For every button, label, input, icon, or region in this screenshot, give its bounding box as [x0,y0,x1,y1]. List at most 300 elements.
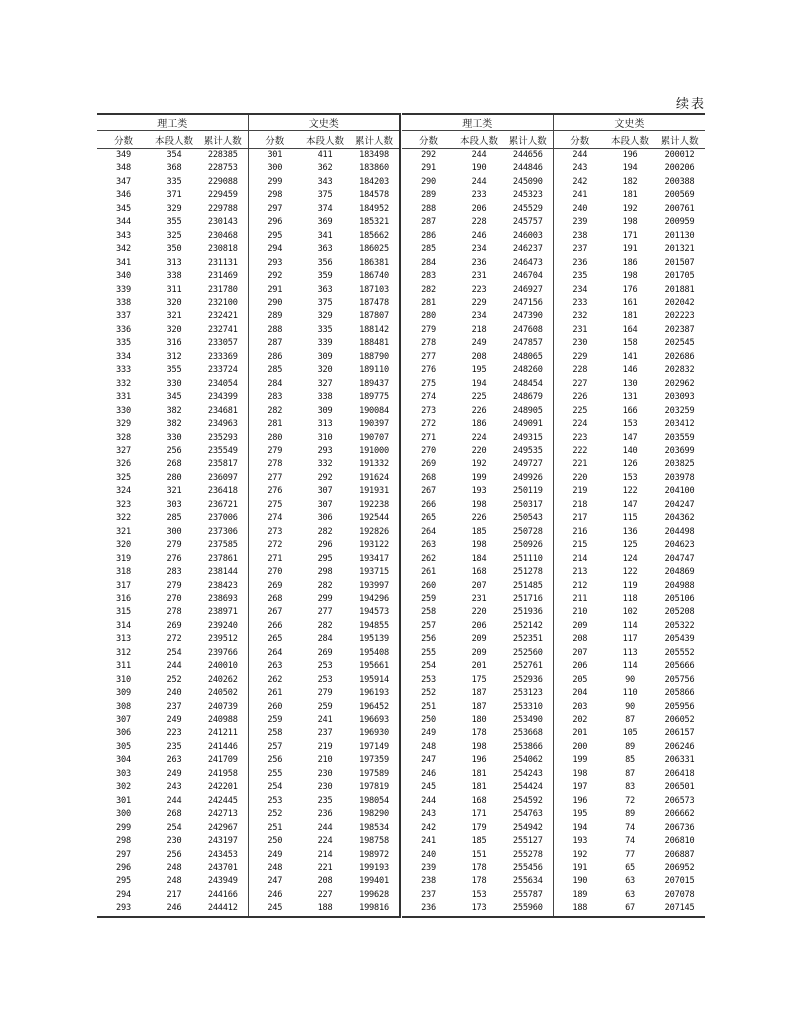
humanities-segment-count-cell: 335 [317,324,333,335]
science-segment-count-cell: 206 [471,203,487,214]
table-row [97,862,400,875]
science-cumulative-count-cell: 250926 [503,539,553,552]
science-cumulative-count-cell: 239766 [198,647,248,660]
humanities-cumulative-count-cell: 196193 [359,688,389,699]
table-row [402,822,705,835]
humanities-score-cell: 262 [267,674,283,685]
humanities-segment-count-cell: 259 [317,701,333,712]
humanities-cumulative-count-cell: 206157 [664,728,695,739]
science-score-cell: 243 [421,809,436,820]
science-score-cell: 323 [116,499,131,510]
table-row [97,337,400,350]
science-score-cell: 278 [421,338,436,349]
humanities-cumulative-count-cell: 190707 [359,432,389,443]
science-segment-count-cell: 231 [471,271,487,282]
science-cumulative-count-cell: 254062 [503,754,553,767]
humanities-score-cell: 201 [572,728,588,739]
humanities-segment-count-cell: 310 [317,432,333,443]
science-segment-count-cell: 234 [471,244,487,255]
table-row [97,593,400,606]
humanities-cumulative-count-cell: 200206 [664,163,695,174]
science-segment-count-cell: 355 [166,365,182,376]
humanities-score-cell: 258 [267,728,283,739]
table-row [97,324,400,337]
humanities-score-cell: 265 [267,634,283,645]
science-cumulative-count-cell: 248679 [503,391,553,404]
science-segment-count-cell: 279 [166,540,182,551]
humanities-score-cell: 228 [572,365,588,376]
table-row [97,633,400,646]
science-cumulative-count-cell: 250317 [503,499,553,512]
science-score-cell: 308 [116,701,131,712]
science-cumulative-count-cell: 254424 [503,781,553,794]
humanities-cumulative-count-cell: 204100 [664,486,695,497]
science-segment-count-cell: 270 [166,593,182,604]
humanities-segment-count-cell: 67 [625,903,636,914]
science-score-cell: 273 [421,405,436,416]
science-segment-count-cell: 338 [166,271,182,282]
science-score-cell: 255 [421,647,436,658]
science-cumulative-count-cell: 246473 [503,257,553,270]
humanities-cumulative-count-cell: 193417 [359,553,389,564]
science-cumulative-count-cell: 228753 [198,162,248,175]
table-row [402,391,705,404]
humanities-cumulative-count-cell: 199401 [359,876,389,887]
humanities-score-cell: 237 [572,244,588,255]
humanities-segment-count-cell: 65 [625,863,636,874]
table-row [402,620,705,633]
science-score-cell: 283 [421,271,436,282]
science-score-cell: 267 [421,486,436,497]
table-row [402,580,705,593]
science-segment-count-cell: 181 [471,768,487,779]
humanities-cumulative-count-cell: 200761 [664,203,695,214]
science-cumulative-count-cell: 238423 [198,580,248,593]
humanities-score-cell: 199 [572,755,588,766]
table-row [97,795,400,808]
science-cumulative-count-cell: 243701 [198,862,248,875]
science-segment-count-cell: 330 [166,378,182,389]
humanities-score-cell: 247 [267,876,283,887]
humanities-cumulative-count-cell: 184578 [359,190,389,201]
humanities-score-cell: 248 [267,863,283,874]
humanities-score-cell: 268 [267,593,283,604]
table-row [402,297,705,310]
humanities-segment-count-cell: 171 [622,230,638,241]
table-row [97,485,400,498]
humanities-score-cell: 290 [267,297,283,308]
humanities-cumulative-count-cell: 206573 [664,795,695,806]
humanities-score-cell: 282 [267,405,283,416]
table-body [402,149,705,917]
humanities-cumulative-count-cell: 203559 [664,432,695,443]
science-cumulative-count-cell: 232421 [198,310,248,323]
science-cumulative-count-cell: 245529 [503,203,553,216]
science-score-cell: 238 [421,876,436,887]
humanities-cumulative-count-cell: 206810 [664,836,695,847]
table-row [402,539,705,552]
humanities-segment-count-cell: 307 [317,499,333,510]
category-humanities: 文史类 [248,114,400,131]
humanities-score-cell: 205 [572,674,588,685]
science-segment-count-cell: 186 [471,419,487,430]
table-row [402,230,705,243]
science-score-cell: 249 [421,728,436,739]
science-cumulative-count-cell: 249091 [503,418,553,431]
science-segment-count-cell: 153 [471,889,487,900]
humanities-score-cell: 257 [267,741,283,752]
science-score-cell: 311 [116,661,131,672]
science-segment-count-cell: 280 [166,472,182,483]
humanities-segment-count-cell: 119 [622,580,638,591]
science-score-cell: 262 [421,553,436,564]
science-segment-count-cell: 268 [166,459,182,470]
science-score-cell: 318 [116,567,131,578]
humanities-score-cell: 275 [267,499,283,510]
humanities-cumulative-count-cell: 199816 [359,903,389,914]
humanities-cumulative-count-cell: 204498 [664,526,695,537]
science-segment-count-cell: 193 [471,486,487,497]
humanities-cumulative-count-cell: 201321 [664,244,695,255]
humanities-segment-count-cell: 241 [317,715,333,726]
humanities-cumulative-count-cell: 205956 [664,701,695,712]
table-row [97,512,400,525]
humanities-score-cell: 239 [572,217,588,228]
table-row [402,485,705,498]
table-row [402,647,705,660]
humanities-segment-count-cell: 306 [317,513,333,524]
science-segment-count-cell: 311 [166,284,182,295]
table-row [402,203,705,216]
science-score-cell: 282 [421,284,436,295]
humanities-segment-count-cell: 124 [622,553,638,564]
humanities-cumulative-count-cell: 195408 [359,647,389,658]
humanities-segment-count-cell: 224 [317,836,333,847]
science-segment-count-cell: 233 [471,190,487,201]
science-score-cell: 319 [116,553,131,564]
humanities-cumulative-count-cell: 204747 [664,553,695,564]
humanities-score-cell: 249 [267,849,283,860]
science-score-cell: 289 [421,190,436,201]
science-cumulative-count-cell: 241446 [198,741,248,754]
science-cumulative-count-cell: 248260 [503,364,553,377]
science-cumulative-count-cell: 250728 [503,526,553,539]
science-cumulative-count-cell: 253668 [503,727,553,740]
humanities-score-cell: 299 [267,176,283,187]
table-row [402,310,705,323]
science-segment-count-cell: 223 [166,728,182,739]
science-score-cell: 245 [421,782,436,793]
science-segment-count-cell: 195 [471,365,487,376]
humanities-segment-count-cell: 146 [622,365,638,376]
humanities-cumulative-count-cell: 206246 [664,741,695,752]
humanities-segment-count-cell: 369 [317,217,333,228]
humanities-score-cell: 203 [572,701,588,712]
humanities-segment-count-cell: 74 [625,822,636,833]
humanities-segment-count-cell: 110 [622,688,638,699]
science-segment-count-cell: 249 [166,768,182,779]
humanities-cumulative-count-cell: 188481 [359,338,389,349]
science-cumulative-count-cell: 254942 [503,822,553,835]
science-cumulative-count-cell: 253123 [503,687,553,700]
science-cumulative-count-cell: 255634 [503,875,553,888]
humanities-score-cell: 281 [267,419,283,430]
humanities-cumulative-count-cell: 205866 [664,688,695,699]
table-row [402,660,705,673]
humanities-score-cell: 243 [572,163,588,174]
humanities-score-cell: 278 [267,459,283,470]
humanities-segment-count-cell: 89 [625,741,636,752]
humanities-segment-count-cell: 244 [317,822,333,833]
science-cumulative-count-cell: 235817 [198,458,248,471]
science-segment-count-cell: 335 [166,176,182,187]
category-header-row [402,114,705,131]
science-segment-count-cell: 201 [471,661,487,672]
humanities-segment-count-cell: 153 [622,419,638,430]
science-segment-count-cell: 320 [166,297,182,308]
humanities-score-cell: 211 [572,593,588,604]
science-segment-count-cell: 207 [471,580,487,591]
science-segment-count-cell: 355 [166,217,182,228]
humanities-segment-count-cell: 309 [317,351,333,362]
humanities-score-cell: 215 [572,540,588,551]
humanities-cumulative-count-cell: 198972 [359,849,389,860]
science-score-cell: 272 [421,419,436,430]
science-segment-count-cell: 321 [166,486,182,497]
humanities-cumulative-count-cell: 201507 [664,257,695,268]
table-row [97,499,400,512]
science-cumulative-count-cell: 238693 [198,593,248,606]
science-segment-count-cell: 209 [471,647,487,658]
science-segment-count-cell: 246 [471,230,487,241]
science-cumulative-count-cell: 241709 [198,754,248,767]
table-row [402,512,705,525]
humanities-cumulative-count-cell: 206662 [664,809,695,820]
column-header-row [97,131,400,149]
science-segment-count-cell: 224 [471,432,487,443]
humanities-score-cell: 276 [267,486,283,497]
science-segment-count-cell: 198 [471,741,487,752]
table-row [97,445,400,458]
science-segment-count-cell: 178 [471,728,487,739]
table-row [402,176,705,189]
table-row [97,835,400,848]
humanities-score-cell: 251 [267,822,283,833]
humanities-score-cell: 232 [572,311,588,322]
humanities-score-cell: 230 [572,338,588,349]
science-score-cell: 313 [116,634,131,645]
humanities-segment-count-cell: 295 [317,553,333,564]
category-header-row [97,114,400,131]
science-cumulative-count-cell: 249727 [503,458,553,471]
table-row [402,902,705,916]
science-segment-count-cell: 199 [471,472,487,483]
humanities-cumulative-count-cell: 206501 [664,782,695,793]
humanities-segment-count-cell: 375 [317,190,333,201]
humanities-score-cell: 236 [572,257,588,268]
humanities-segment-count-cell: 277 [317,607,333,618]
humanities-segment-count-cell: 90 [625,701,636,712]
humanities-score-cell: 295 [267,230,283,241]
header-cumulative-count: 累计人数 [198,131,248,149]
science-score-cell: 330 [116,405,131,416]
table-row [97,714,400,727]
humanities-segment-count-cell: 87 [625,715,636,726]
header-segment-count: 本段人数 [606,131,654,149]
humanities-score-cell: 263 [267,661,283,672]
table-row [402,741,705,754]
humanities-score-cell: 198 [572,768,588,779]
table-row [97,378,400,391]
humanities-cumulative-count-cell: 205106 [664,593,695,604]
humanities-cumulative-count-cell: 205439 [664,634,695,645]
humanities-score-cell: 195 [572,809,588,820]
humanities-segment-count-cell: 307 [317,486,333,497]
science-segment-count-cell: 248 [166,876,182,887]
science-score-cell: 329 [116,419,131,430]
science-score-cell: 293 [116,903,131,914]
table-row [97,189,400,202]
category-science: 理工类 [402,114,553,131]
science-cumulative-count-cell: 242201 [198,781,248,794]
humanities-cumulative-count-cell: 191624 [359,472,389,483]
science-score-cell: 325 [116,472,131,483]
science-score-cell: 253 [421,674,436,685]
science-segment-count-cell: 231 [471,593,487,604]
humanities-cumulative-count-cell: 191931 [359,486,389,497]
humanities-cumulative-count-cell: 205552 [664,647,695,658]
humanities-score-cell: 240 [572,203,588,214]
humanities-score-cell: 287 [267,338,283,349]
science-score-cell: 345 [116,203,131,214]
humanities-segment-count-cell: 292 [317,472,333,483]
table-row [402,270,705,283]
science-segment-count-cell: 243 [166,782,182,793]
science-score-cell: 312 [116,647,131,658]
table-row [402,445,705,458]
science-score-cell: 288 [421,203,436,214]
science-score-cell: 265 [421,513,436,524]
table-row [97,606,400,619]
humanities-segment-count-cell: 253 [317,674,333,685]
science-score-cell: 309 [116,688,131,699]
humanities-cumulative-count-cell: 199193 [359,863,389,874]
science-score-cell: 263 [421,540,436,551]
header-score: 分数 [553,131,606,149]
table-row [97,364,400,377]
humanities-segment-count-cell: 230 [317,782,333,793]
science-score-cell: 257 [421,620,436,631]
science-cumulative-count-cell: 234054 [198,378,248,391]
humanities-score-cell: 217 [572,513,588,524]
score-table-left [97,113,401,918]
science-cumulative-count-cell: 246003 [503,230,553,243]
science-cumulative-count-cell: 229088 [198,176,248,189]
science-segment-count-cell: 173 [471,903,487,914]
humanities-cumulative-count-cell: 200959 [664,217,695,228]
humanities-segment-count-cell: 85 [625,755,636,766]
table-row [402,875,705,888]
humanities-segment-count-cell: 63 [625,889,636,900]
humanities-score-cell: 241 [572,190,588,201]
science-score-cell: 299 [116,822,131,833]
table-row [97,620,400,633]
science-cumulative-count-cell: 249926 [503,472,553,485]
science-score-cell: 302 [116,782,131,793]
humanities-segment-count-cell: 221 [317,863,333,874]
table-row [97,203,400,216]
science-cumulative-count-cell: 255960 [503,902,553,916]
table-row [402,351,705,364]
science-cumulative-count-cell: 245757 [503,216,553,229]
table-row [402,727,705,740]
humanities-segment-count-cell: 282 [317,526,333,537]
science-segment-count-cell: 244 [166,661,182,672]
score-distribution-tables [97,113,704,918]
table-row [402,162,705,175]
science-segment-count-cell: 185 [471,836,487,847]
table-row [97,149,400,163]
humanities-cumulative-count-cell: 189775 [359,392,389,403]
science-cumulative-count-cell: 247608 [503,324,553,337]
category-humanities: 文史类 [553,114,705,131]
table-row [97,580,400,593]
science-cumulative-count-cell: 247857 [503,337,553,350]
table-row [402,378,705,391]
humanities-cumulative-count-cell: 206887 [664,849,695,860]
science-cumulative-count-cell: 234681 [198,405,248,418]
humanities-cumulative-count-cell: 197149 [359,741,389,752]
science-segment-count-cell: 230 [166,836,182,847]
science-cumulative-count-cell: 232741 [198,324,248,337]
science-score-cell: 344 [116,217,131,228]
science-score-cell: 333 [116,365,131,376]
humanities-score-cell: 283 [267,392,283,403]
humanities-cumulative-count-cell: 194296 [359,593,389,604]
science-cumulative-count-cell: 245090 [503,176,553,189]
humanities-segment-count-cell: 153 [622,472,638,483]
science-score-cell: 285 [421,244,436,255]
science-score-cell: 349 [116,150,131,160]
science-cumulative-count-cell: 240988 [198,714,248,727]
humanities-score-cell: 238 [572,230,588,241]
table-row [97,902,400,916]
column-header-row [402,131,705,149]
science-cumulative-count-cell: 250119 [503,485,553,498]
humanities-cumulative-count-cell: 203259 [664,405,695,416]
humanities-cumulative-count-cell: 202962 [664,378,695,389]
humanities-segment-count-cell: 219 [317,741,333,752]
science-score-cell: 332 [116,378,131,389]
humanities-cumulative-count-cell: 205208 [664,607,695,618]
humanities-score-cell: 245 [267,903,283,914]
science-cumulative-count-cell: 240739 [198,701,248,714]
science-cumulative-count-cell: 250543 [503,512,553,525]
science-cumulative-count-cell: 246927 [503,284,553,297]
science-segment-count-cell: 217 [166,889,182,900]
humanities-segment-count-cell: 117 [622,634,638,645]
humanities-score-cell: 293 [267,257,283,268]
humanities-score-cell: 294 [267,244,283,255]
science-score-cell: 315 [116,607,131,618]
humanities-segment-count-cell: 214 [317,849,333,860]
science-cumulative-count-cell: 231131 [198,257,248,270]
humanities-cumulative-count-cell: 196693 [359,715,389,726]
science-cumulative-count-cell: 242713 [198,808,248,821]
science-cumulative-count-cell: 243453 [198,849,248,862]
table-row [402,189,705,202]
science-segment-count-cell: 248 [166,863,182,874]
